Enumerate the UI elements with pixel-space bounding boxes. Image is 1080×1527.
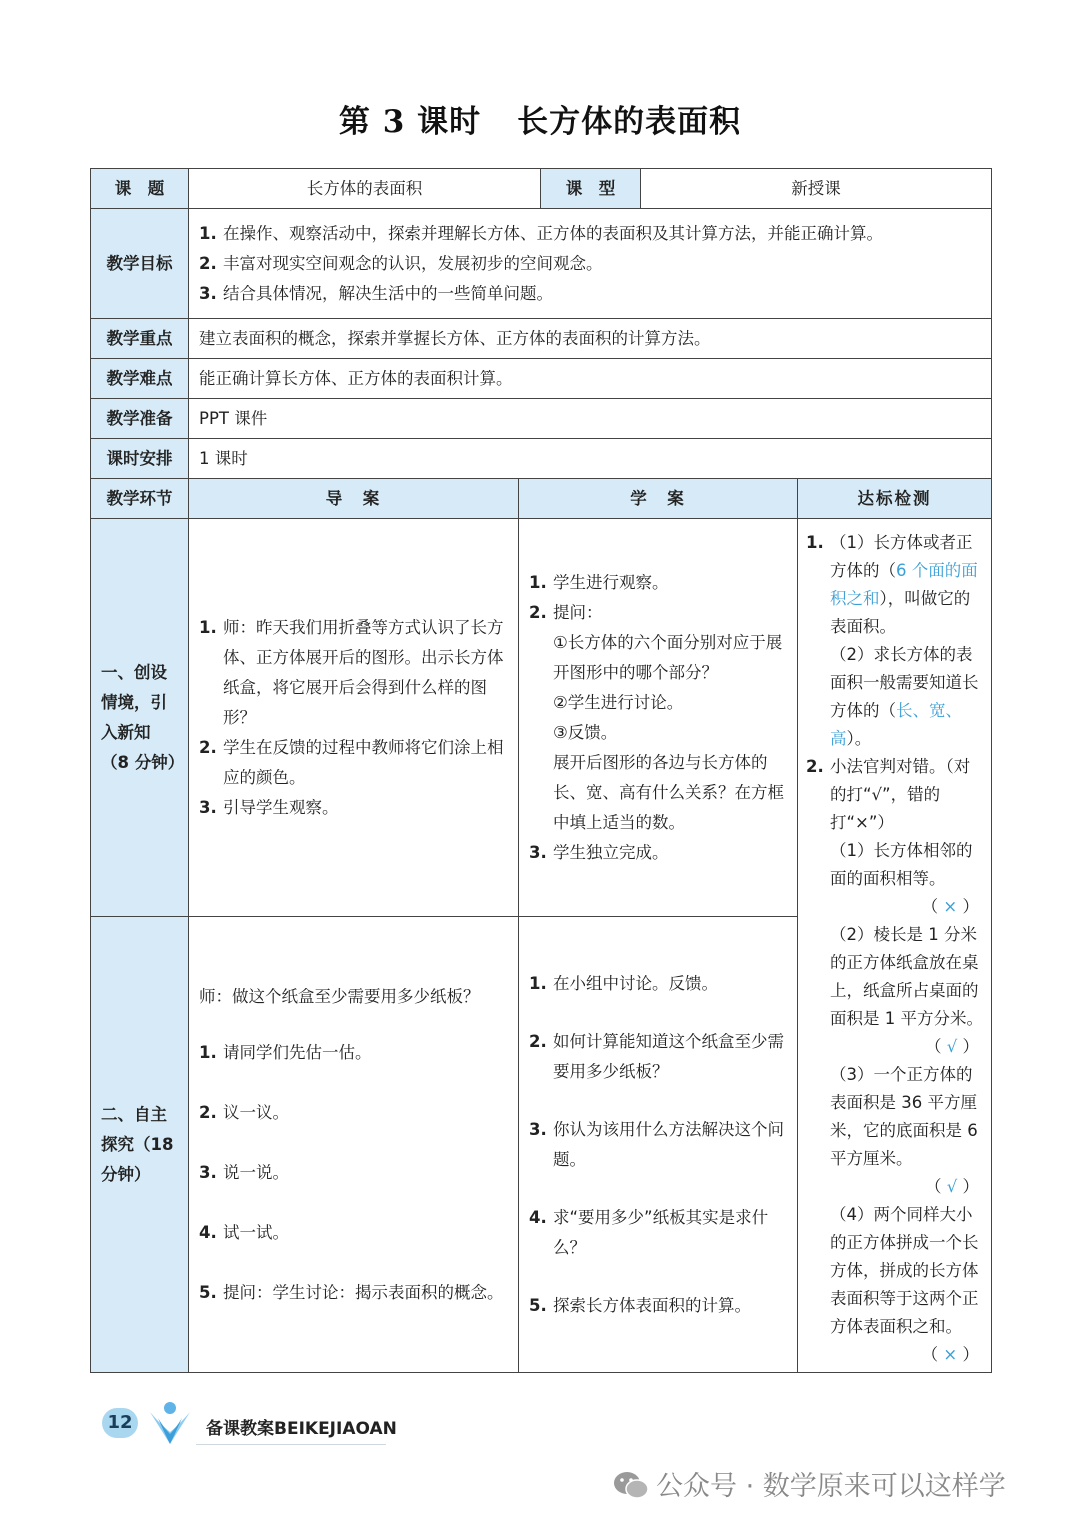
stage1-study [519,519,798,917]
key-point-label: 教学重点 [91,319,189,359]
preparation-label: 教学准备 [91,399,189,439]
schedule-text: 1 课时 [189,439,992,479]
objective-item: 2. 丰富对现实空间观念的认识，发展初步的空间观念。 [199,253,603,273]
answer-text: 6 个面的面积之和 [830,560,978,608]
check-question-1: 1. （1）长方体或者正方体的（6 个面的面积之和），叫做它的表面积。 （2）求长方体的表面积一般需要知道长方体的（长、宽、高）。 [806,529,983,753]
guide-column-header: 导 案 [189,479,519,519]
type-value: 新授课 [641,169,992,209]
study-sub-item: ①长方体的六个面分别对应于展开图形中的哪个部分？ [553,632,783,682]
subject-value: 长方体的表面积 [189,169,541,209]
study-sub-item: ③反馈。 [553,722,618,742]
watermark: 公众号 · 数学原来可以这样学 [656,1471,1006,1502]
judge-item: （4）两个同样大小的正方体拼成一个长方体，拼成的长方体表面积等于这两个正方体表面积之和。 （ × ） [830,1201,983,1369]
stage1-label: 一、创设情境，引入新知（8 分钟） [91,519,189,917]
check-1b: （2）求长方体的表面积一般需要知道长方体的（长、宽、高）。 [830,644,979,748]
study-sub-item: 展开后图形的各边与长方体的长、宽、高有什么关系？在方框中填上适当的数。 [553,752,784,832]
stage1-study-list [529,568,787,868]
stage-column-header: 教学环节 [91,479,189,519]
check-list [806,529,983,1369]
study-sub-item: ②学生进行讨论。 [553,692,684,712]
guide-item: 5. 提问：学生讨论：揭示表面积的概念。 [199,1282,504,1302]
study-item: 3. 学生独立完成。 [529,842,669,862]
study-item: 1. 学生进行观察。 [529,572,669,592]
study-item: 2. 如何计算能知道这个纸盒至少需要用多少纸板？ [529,1031,784,1081]
judge-item: （1）长方体相邻的面的面积相等。 （ × ） [830,837,983,921]
difficulty-row [91,359,992,399]
page-number: 12 [102,1408,138,1438]
wechat-icon [612,1470,650,1500]
study-item: 4. 求“要用多少”纸板其实是求什么？ [529,1207,769,1257]
answer-text: 长、宽、高 [830,700,962,748]
stage2-guide [189,917,519,1373]
difficulty-text: 能正确计算长方体、正方体的表面积计算。 [189,359,992,399]
stage2-guide-intro: 师：做这个纸盒至少需要用多少纸板？ [199,986,480,1006]
stage2-guide-list [199,1038,508,1308]
check-column-header: 达标检测 [798,479,992,519]
difficulty-label: 教学难点 [91,359,189,399]
header-row [91,169,992,209]
stage1-guide [189,519,519,917]
guide-item: 3. 说一说。 [199,1162,289,1182]
stage2-label: 二、自主探究（18 分钟） [91,917,189,1373]
check-1a: （1）长方体或者正方体的（6 个面的面积之和），叫做它的表面积。 [830,532,978,636]
schedule-row [91,439,992,479]
lesson-plan-table [90,168,992,1373]
judge-answer: （ √ ） [924,1036,979,1056]
study-column-header: 学 案 [519,479,798,519]
objectives-row [91,209,992,319]
subject-label: 课 题 [91,169,189,209]
type-label: 课 型 [541,169,641,209]
key-point-text: 建立表面积的概念，探索并掌握长方体、正方体的表面积的计算方法。 [189,319,992,359]
lesson-topic: 长方体的表面积 [517,104,742,140]
objectives-content [189,209,992,319]
guide-item: 3. 引导学生观察。 [199,797,339,817]
footer-divider [196,1444,386,1445]
objective-item: 3. 结合具体情况，解决生活中的一些简单问题。 [199,283,553,303]
judge-answer: （ × ） [921,1344,979,1364]
guide-item: 2. 议一议。 [199,1102,289,1122]
objectives-label: 教学目标 [91,209,189,319]
guide-item: 2. 学生在反馈的过程中教师将它们涂上相应的颜色。 [199,737,504,787]
stage1-row [91,519,992,917]
lesson-number: 第 3 课时 [338,104,482,140]
guide-item: 1. 师：昨天我们用折叠等方式认识了长方体、正方体展开后的图形。出示长方体纸盒，将它展开后会得到什么样的图形？ [199,617,504,727]
study-item: 1. 在小组中讨论。反馈。 [529,973,718,993]
key-point-row [91,319,992,359]
objectives-list [199,219,981,309]
brand-logo-icon [146,1398,194,1448]
judge-item: （3）一个正方体的表面积是 36 平方厘米，它的底面积是 6 平方厘米。 （ √ ） [830,1061,983,1201]
study-item: 2. 提问： ①长方体的六个面分别对应于展开图形中的哪个部分？ ②学生进行讨论。 ③反馈。 展开后图形的各边与长方体的长、宽、高有什么关系？在方框中填上适当的数。 [529,598,787,838]
objective-item: 1. 在操作、观察活动中，探索并理解长方体、正方体的表面积及其计算方法，并能正确计算。 [199,223,883,243]
judge-item: （2）棱长是 1 分米的正方体纸盒放在桌上，纸盒所占桌面的面积是 1 平方分米。 （ √ ） [830,921,983,1061]
guide-item: 1. 请同学们先估一估。 [199,1042,372,1062]
schedule-label: 课时安排 [91,439,189,479]
page-title [0,96,1080,141]
stage2-study-list [529,969,787,1321]
judge-answer: （ × ） [921,896,979,916]
judge-answer: （ √ ） [924,1176,979,1196]
preparation-row [91,399,992,439]
check-cell [798,519,992,1373]
column-header-row [91,479,992,519]
guide-item: 4. 试一试。 [199,1222,289,1242]
study-item: 3. 你认为该用什么方法解决这个问题。 [529,1119,784,1169]
stage1-guide-list [199,613,508,823]
preparation-text: PPT 课件 [189,399,992,439]
stage2-study [519,917,798,1373]
check-question-2: 2. 小法官判对错。（对的打“√”，错的打“×”） （1）长方体相邻的面的面积相等。 （ × ） （2）棱长是 1 分米的正方体纸盒放在桌上，纸盒所占桌面的面积是 1 平方分米。 （ √ ） （3）一个正方体的表面积是 36 平方厘米，它的底面积是 6 平方厘米。 （ √ ） （4）两个同样大小的正方体拼成一个长方体，拼成的长方体表面积等于这两个正方体表面积之和。 （ × ） [806,753,983,1369]
study-item: 5. 探索长方体表面积的计算。 [529,1295,751,1315]
brand-text: 备课教案BEIKEJIAOAN [206,1419,397,1439]
